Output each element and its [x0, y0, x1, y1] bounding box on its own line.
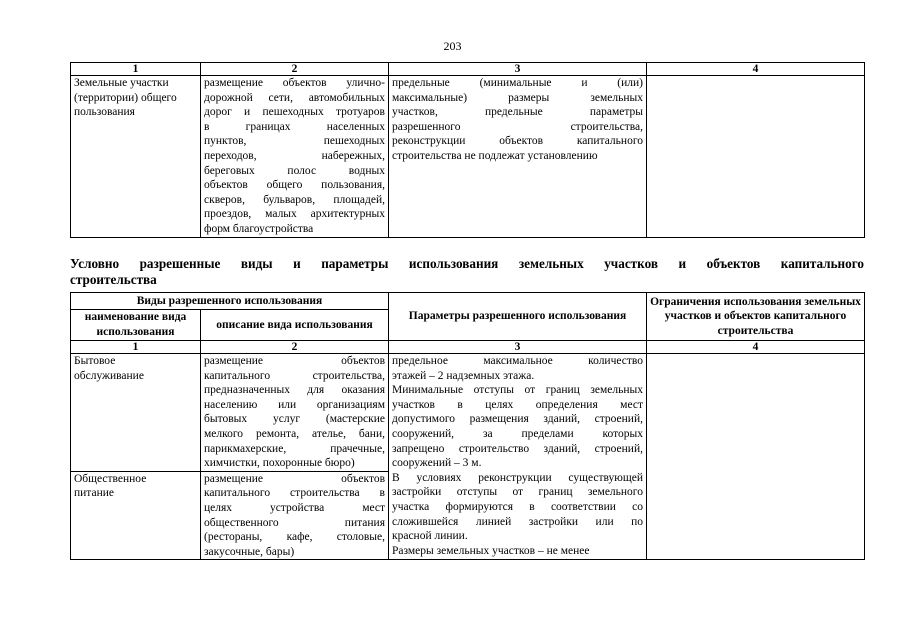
cell-line: сложившейся линией застройки или по [392, 515, 643, 528]
page-number: 203 [443, 39, 462, 53]
cell-line: Бытовое [74, 355, 116, 367]
cell-line: дорог и пешеходных тротуаров [204, 106, 385, 119]
cell-line: сооружений, за пределами которых [392, 427, 643, 440]
cell-line: капитального строительства в [204, 487, 385, 500]
table-continuation [70, 62, 865, 238]
header-restrictions: Ограничения использования земельных участков и объектов капитального строительства [647, 293, 865, 341]
cell-line: парикмахерские, прачечные, [204, 442, 385, 455]
cell-line: (рестораны, кафе, столовые, [204, 531, 385, 544]
column-number-4: 4 [647, 341, 865, 354]
section-heading-line-2: строительства [70, 271, 157, 287]
column-number-1: 1 [71, 341, 201, 354]
use-description-lines [204, 472, 385, 560]
table-row [71, 76, 865, 238]
cell-line: участков в целях определения мест [392, 398, 643, 411]
use-description-cell [201, 354, 389, 472]
use-description-cell [201, 471, 389, 560]
cell-line: разрешенного строительства, [392, 120, 643, 133]
cell-line: общественного питания [204, 516, 385, 529]
column-number-1: 1 [71, 63, 201, 76]
cell-line: Минимальные отступы от границ земельных [392, 384, 643, 397]
cell-line: красной линии. [392, 530, 468, 543]
restrictions-cell [647, 354, 865, 560]
column-number-4: 4 [647, 63, 865, 76]
cell-line: участков, предельные параметры [392, 106, 643, 119]
use-description-lines [204, 354, 385, 471]
use-description-cell [201, 76, 389, 238]
cell-line: допустимого размещения зданий, строений, [392, 413, 643, 426]
cell-line: мелкого ремонта, ателье, бани, [204, 427, 385, 440]
header-use-name: наименование вида использования [71, 310, 201, 341]
use-name-cell [71, 76, 201, 238]
cell-line: проездов, малых архитектурных [204, 208, 385, 221]
cell-line: предназначенных для оказания [204, 384, 385, 397]
header-row-1 [71, 293, 865, 310]
cell-line: размещение объектов [204, 472, 385, 485]
section-heading-line-1: Условно разрешенные виды и параметры использования земельных участков и объектов капитального [70, 256, 864, 271]
cell-line: застройки отступы от границ земельного [392, 486, 643, 499]
column-number-2: 2 [201, 63, 389, 76]
header-permitted-uses: Виды разрешенного использования [71, 293, 389, 310]
cell-line: Общественное [74, 472, 147, 485]
cell-line: дорожной сети, автомобильных [204, 91, 385, 104]
cell-line: В условиях реконструкции существующей [392, 471, 643, 484]
cell-line: размещение объектов улично- [204, 77, 385, 89]
conditional-uses-table [70, 292, 865, 560]
use-description-lines [204, 76, 385, 237]
use-name-lines [74, 76, 197, 120]
cell-line: пользования [74, 106, 135, 119]
use-name-lines [74, 354, 197, 383]
column-numbers-row [71, 63, 865, 76]
cell-line: этажей – 2 надземных этажа. [392, 369, 535, 382]
cell-line: закусочные, бары) [204, 545, 295, 558]
use-name-cell [71, 471, 201, 560]
cell-line: участка формируются в соответствии со [392, 500, 643, 513]
cell-line: населению или организациям [204, 398, 385, 411]
cell-line: (территории) общего [74, 91, 177, 104]
cell-line: строительства не подлежат установлению [392, 149, 598, 162]
column-number-3: 3 [389, 63, 647, 76]
cell-line: Земельные участки [74, 77, 169, 89]
use-name-lines [74, 472, 197, 501]
cell-line: Размеры земельных участков – не менее [392, 544, 590, 557]
column-number-3: 3 [389, 341, 647, 354]
cell-line: размещение объектов [204, 355, 385, 367]
cell-line: капитального строительства, [204, 369, 385, 382]
cell-line: запрещено строительство зданий, строений, [392, 442, 643, 455]
parameters-lines [392, 354, 643, 558]
cell-line: пунктов, пешеходных [204, 135, 385, 148]
cell-line: максимальные) размеры земельных [392, 91, 643, 104]
use-name-cell [71, 354, 201, 472]
cell-line: обслуживание [74, 369, 144, 382]
cell-line: форм благоустройства [204, 222, 314, 235]
cell-line: скверов, бульваров, площадей, [204, 193, 385, 206]
header-use-description: описание вида использования [201, 310, 389, 341]
cell-line: питание [74, 487, 114, 500]
cell-line: сооружений – 3 м. [392, 457, 482, 470]
cell-line: в границах населенных [204, 120, 385, 133]
cell-line: предельное максимальное количество [392, 355, 643, 367]
column-number-2: 2 [201, 341, 389, 354]
cell-line: переходов, набережных, [204, 149, 385, 162]
column-numbers-row [71, 341, 865, 354]
cell-line: химчистки, похоронные бюро) [204, 457, 355, 470]
section-heading [70, 256, 864, 287]
cell-line: предельные (минимальные и (или) [392, 77, 643, 89]
cell-line: объектов общего пользования, [204, 179, 385, 192]
table-row [71, 354, 865, 472]
parameters-lines [392, 76, 643, 164]
header-parameters: Параметры разрешенного использования [389, 293, 647, 341]
parameters-cell [389, 76, 647, 238]
restrictions-cell [647, 76, 865, 238]
cell-line: береговых полос водных [204, 164, 385, 177]
cell-line: целях устройства мест [204, 501, 385, 514]
cell-line: реконструкции объектов капитального [392, 135, 643, 148]
parameters-cell [389, 354, 647, 560]
cell-line: бытовых услуг (мастерские [204, 413, 385, 426]
